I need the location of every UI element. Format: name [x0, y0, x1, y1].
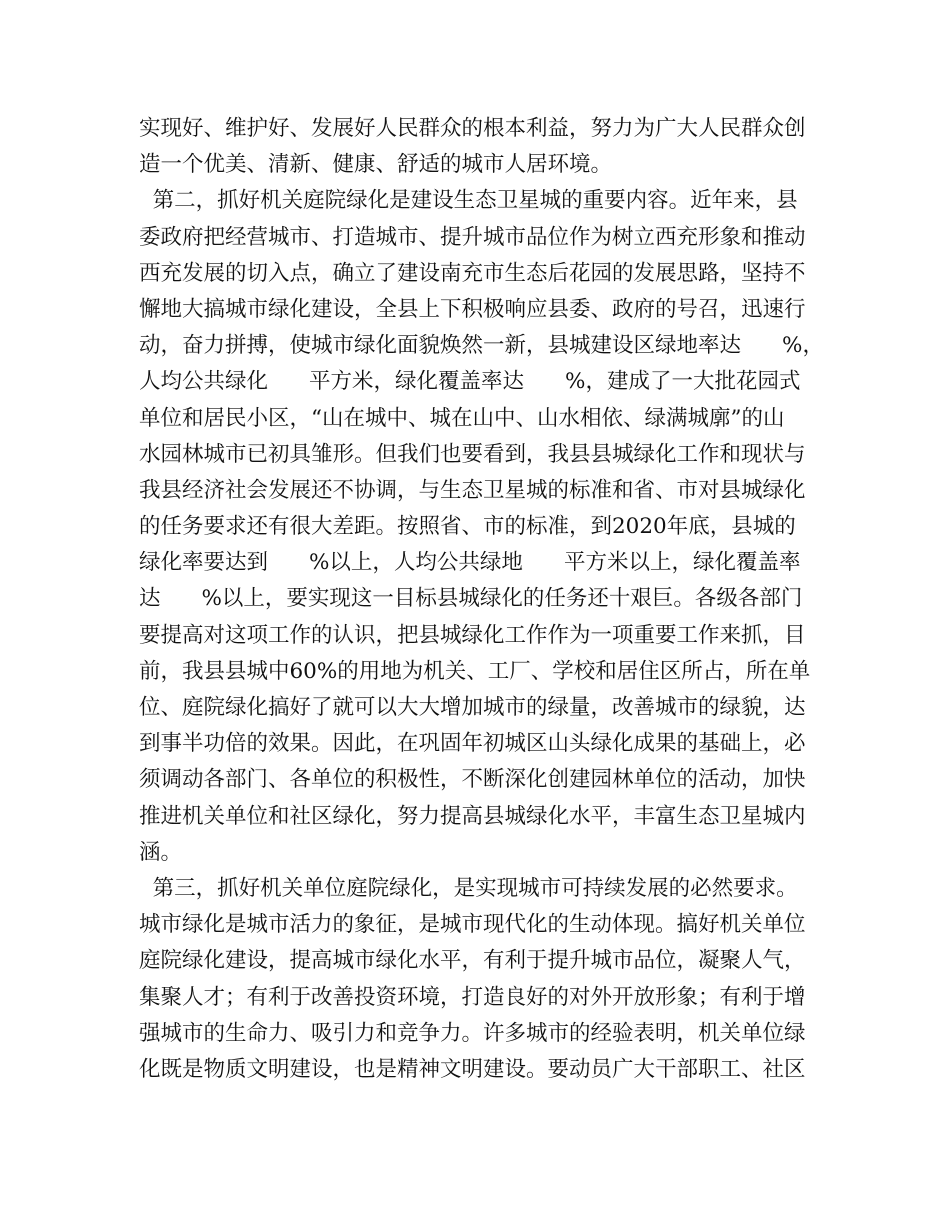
text-line: 单位和居民小区，“山在城中、城在山中、山水相依、绿满城廓”的山	[139, 405, 785, 431]
text-line: 达 %以上，要实现这一目标县城绿化的任务还十艰巨。各级各部门	[139, 586, 803, 612]
text-line: 的任务要求还有很大差距。按照省、市的标准，到2020年底，县城的	[139, 514, 796, 540]
text-line: 动，奋力拼搏，使城市绿化面貌焕然一新，县城建设区绿地率达 %，	[139, 333, 824, 359]
text-line: 我县经济社会发展还不协调，与生态卫星城的标准和省、市对县城绿化	[139, 477, 806, 503]
paragraph-start-line: 第二，抓好机关庭院绿化是建设生态卫星城的重要内容。近年来，县	[139, 188, 798, 214]
text-line: 造一个优美、清新、健康、舒适的城市人居环境。	[139, 152, 613, 178]
text-line: 西充发展的切入点，确立了建设南充市生态后花园的发展思路，坚持不	[139, 260, 806, 286]
text-line: 化既是物质文明建设，也是精神文明建设。要动员广大干部职工、社区	[139, 1056, 806, 1082]
text-line: 实现好、维护好、发展好人民群众的根本利益，努力为广大人民群众创	[139, 116, 806, 141]
text-line: 集聚人才；有利于改善投资环境，打造良好的对外开放形象；有利于增	[139, 984, 806, 1010]
text-line: 强城市的生命力、吸引力和竞争力。许多城市的经验表明，机关单位绿	[139, 1020, 806, 1046]
text-line: 涵。	[139, 839, 183, 865]
paragraph-start-line: 第三，抓好机关单位庭院绿化，是实现城市可持续发展的必然要求。	[139, 875, 798, 901]
text-line: 绿化率要达到 %以上，人均公共绿地 平方米以上，绿化覆盖率	[139, 550, 801, 576]
text-line: 须调动各部门、各单位的积极性，不断深化创建园林单位的活动，加快	[139, 767, 806, 793]
text-line: 位、庭院绿化搞好了就可以大大增加城市的绿量，改善城市的绿貌，达	[139, 695, 806, 720]
text-line: 水园林城市已初具雏形。但我们也要看到，我县县城绿化工作和现状与	[139, 441, 806, 467]
text-line: 城市绿化是城市活力的象征，是城市现代化的生动体现。搞好机关单位	[139, 912, 806, 938]
text-line: 前，我县县城中60%的用地为机关、工厂、学校和居住区所占，所在单	[139, 658, 811, 684]
text-line: 委政府把经营城市、打造城市、提升城市品位作为树立西充形象和推动	[139, 224, 806, 250]
body-text	[139, 111, 824, 1088]
text-line: 懈地大搞城市绿化建设，全县上下积极响应县委、政府的号召，迅速行	[139, 296, 806, 322]
text-line: 庭院绿化建设，提高城市绿化水平，有利于提升城市品位，凝聚人气，	[139, 948, 806, 974]
text-line: 人均公共绿化 平方米，绿化覆盖率达 %，建成了一大批花园式	[139, 369, 801, 395]
text-line: 推进机关单位和社区绿化，努力提高县城绿化水平，丰富生态卫星城内	[139, 803, 806, 829]
text-line: 要提高对这项工作的认识，把县城绿化工作作为一项重要工作来抓，目	[139, 622, 806, 648]
text-line: 到事半功倍的效果。因此，在巩固年初城区山头绿化成果的基础上，必	[139, 731, 806, 757]
